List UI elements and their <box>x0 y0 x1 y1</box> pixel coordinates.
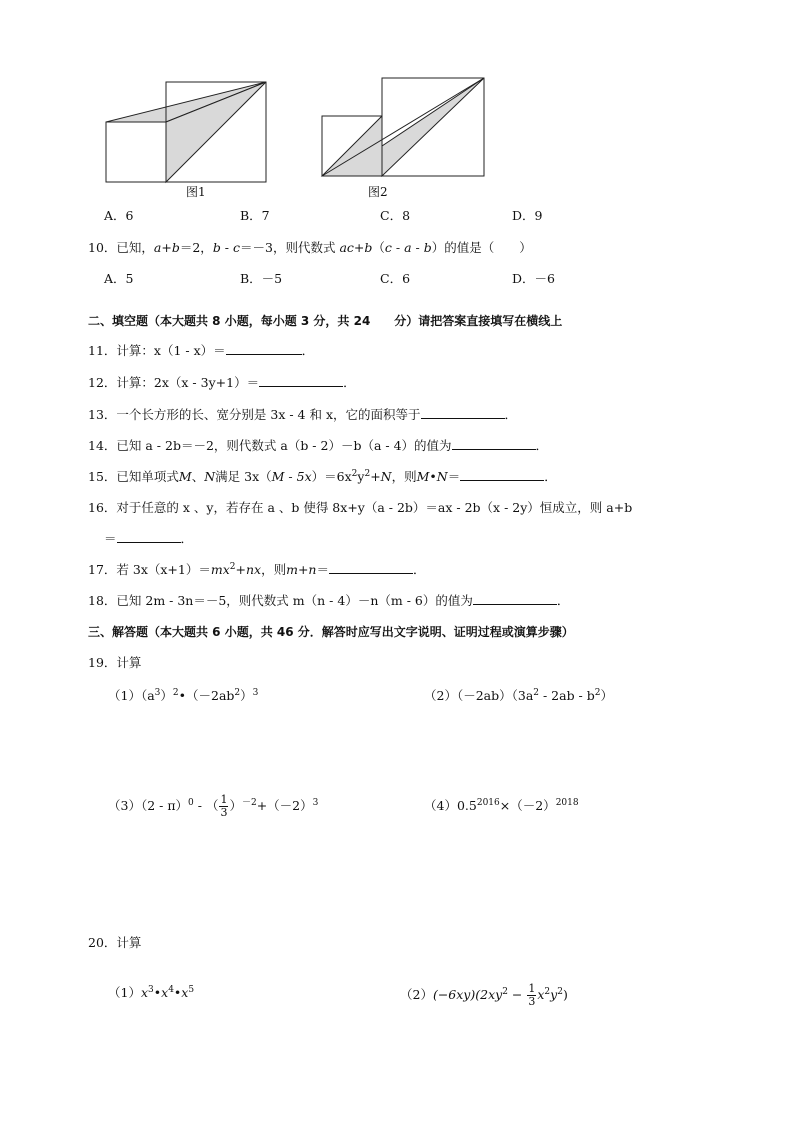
q10-option-a[interactable]: A．5 <box>104 271 134 286</box>
q19-part-1: $(1)(a^3)^2•(-2ab^2)^3$ <box>108 687 259 703</box>
q19-part-3: （3）（2 - π）$^0$ - （ $\frac{1}{3}$ ）$^{-2}+(-2)^3$ <box>108 793 319 819</box>
q15-answer-blank[interactable] <box>460 469 544 481</box>
figure-2-label: 图2 <box>368 185 388 199</box>
q17: 17．若 $3x(x+1)=mx^2+nx$，则m+n＝ ． <box>88 561 426 577</box>
figure-1-label: 图1 <box>186 185 206 199</box>
q13: 13．一个长方形的长、宽分别是 3x - 4 和 x，它的面积等于 ． <box>88 407 518 422</box>
q20-title: 20．计算 <box>88 935 142 950</box>
q14-answer-blank[interactable] <box>452 438 536 450</box>
q11-answer-blank[interactable] <box>226 343 302 355</box>
q10-question: 10．已知，a+b＝2，b - c＝－3，则代数式 ac+b（c - a - b）的值是（ ） <box>88 240 532 255</box>
q9-option-a[interactable]: A．6 <box>104 208 134 223</box>
q10-option-d[interactable]: D．－6 <box>512 271 555 286</box>
q20-part-2: $(2)(-6xy)(2xy^2$ − $\frac{1}{3}$ $x^2y^2$) <box>400 982 568 1008</box>
q12-answer-blank[interactable] <box>259 375 343 387</box>
figure-1 <box>100 78 270 184</box>
q9-option-c[interactable]: C．8 <box>380 208 411 223</box>
q9-option-b[interactable]: B．7 <box>240 208 270 223</box>
section-2-title: 二、填空题（本大题共 8 小题，每小题 3 分，共 24 分）请把答案直接填写在横线上 <box>88 314 563 328</box>
q17-answer-blank[interactable] <box>329 562 413 574</box>
q18-answer-blank[interactable] <box>473 593 557 605</box>
q9-option-d[interactable]: D．9 <box>512 208 543 223</box>
q16-line-2: ＝ ． <box>104 531 194 546</box>
q11: 11．计算：x（1 - x）＝ ． <box>88 343 315 358</box>
q16-line-1: 16．对于任意的 x 、y，若存在 a 、b 使得 8x+y（a - 2b）＝ax - 2b（x - 2y）恒成立，则 a+b <box>88 500 633 515</box>
figure-2 <box>318 74 490 180</box>
q16-answer-blank[interactable] <box>117 531 181 543</box>
q19-part-4: $(4)0.5^{2016}\times(-2)^{2018}$ <box>424 797 579 813</box>
section-3-title: 三、解答题（本大题共 6 小题，共 46 分．解答时应写出文字说明、证明过程或演算步骤） <box>88 625 574 639</box>
q14: 14．已知 a - 2b＝－2，则代数式 a（b - 2）－b（a - 4）的值为 ． <box>88 438 549 453</box>
q13-answer-blank[interactable] <box>421 407 505 419</box>
q10-option-c[interactable]: C．6 <box>380 271 411 286</box>
q10-option-b[interactable]: B．－5 <box>240 271 283 286</box>
fraction-one-third: $\frac{1}{3}$ <box>220 793 228 819</box>
q20-part-1: $(1)x^3•x^4•x^5$ <box>108 984 195 1000</box>
q15: 15．已知单项式M、N满足 $3x(M - 5x)=6x^2y^2+N$，则M•N＝ ． <box>88 468 557 484</box>
fraction-one-third-2: $\frac{1}{3}$ <box>528 982 536 1008</box>
q19-part-2: $(2)(-2ab)(3a^2 - 2ab - b^2)$ <box>424 687 613 703</box>
q12: 12．计算：2x（x - 3y+1）＝ ． <box>88 375 356 390</box>
q18: 18．已知 2m - 3n＝－5，则代数式 m（n - 4）－n（m - 6）的值为 ． <box>88 593 570 608</box>
q19-title: 19．计算 <box>88 655 142 670</box>
